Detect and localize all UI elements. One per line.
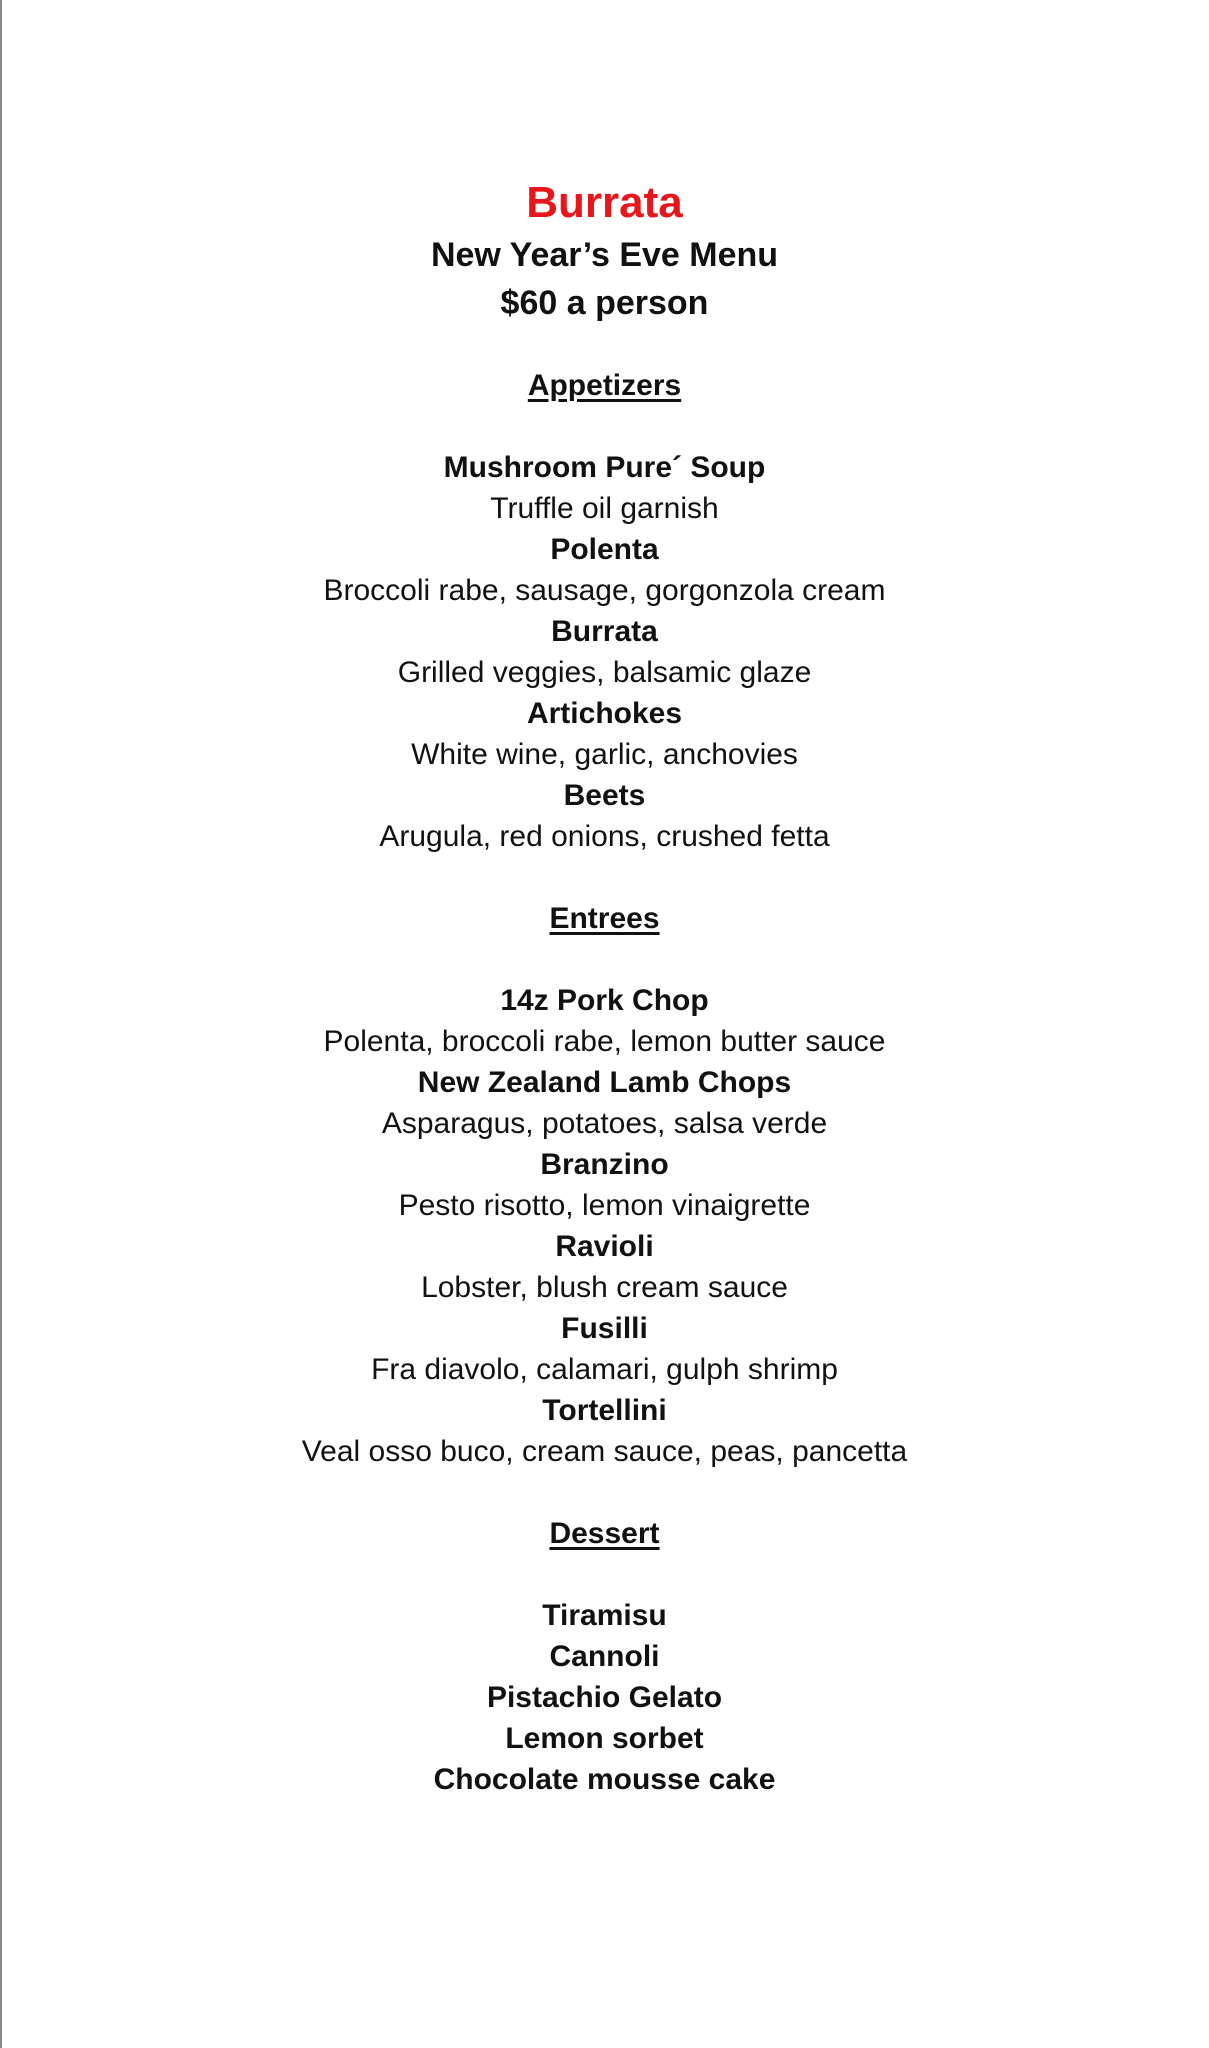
dish-name: Branzino [540, 1148, 669, 1181]
dessert-item: Lemon sorbet [505, 1722, 704, 1755]
dish-name: New Zealand Lamb Chops [417, 1066, 792, 1099]
entrees-list [0, 980, 1209, 1472]
dish-name: Fusilli [561, 1312, 648, 1345]
dessert-list [0, 1595, 1209, 1800]
dish-description: Grilled veggies, balsamic glaze [397, 656, 812, 689]
dish-description: Truffle oil garnish [490, 492, 719, 525]
dish-description: Asparagus, potatoes, salsa verde [381, 1107, 828, 1140]
section-heading-dessert: Dessert [549, 1517, 660, 1550]
price-line: $60 a person [500, 284, 709, 322]
dish-name: Tortellini [542, 1394, 667, 1427]
dish-name: Polenta [550, 533, 659, 566]
dish-description: Veal osso buco, cream sauce, peas, pancetta [301, 1435, 908, 1468]
dish-description: Pesto risotto, lemon vinaigrette [398, 1189, 811, 1222]
dish-name: 14z Pork Chop [500, 984, 709, 1017]
dish-name: Artichokes [526, 697, 683, 730]
dessert-item: Pistachio Gelato [486, 1681, 723, 1714]
dessert-item: Cannoli [549, 1640, 660, 1673]
dish-name: Beets [563, 779, 646, 812]
dish-description: Fra diavolo, calamari, gulph shrimp [371, 1353, 838, 1386]
section-heading-entrees: Entrees [549, 902, 660, 935]
appetizers-list [0, 447, 1209, 857]
dish-description: Lobster, blush cream sauce [421, 1271, 788, 1304]
dish-description: Broccoli rabe, sausage, gorgonzola cream [323, 574, 886, 607]
restaurant-name: Burrata [526, 178, 683, 227]
menu-title: New Year’s Eve Menu [430, 236, 779, 274]
menu-document [0, 175, 1209, 1800]
dish-description: Polenta, broccoli rabe, lemon butter sauce [323, 1025, 886, 1058]
dish-description: White wine, garlic, anchovies [411, 738, 798, 771]
dish-description: Arugula, red onions, crushed fetta [379, 820, 830, 853]
dish-name: Burrata [551, 615, 658, 648]
dish-name: Mushroom Pure´ Soup [443, 451, 766, 484]
dessert-item: Chocolate mousse cake [433, 1763, 776, 1796]
dessert-item: Tiramisu [542, 1599, 667, 1632]
dish-name: Ravioli [555, 1230, 654, 1263]
section-heading-appetizers: Appetizers [527, 369, 682, 402]
